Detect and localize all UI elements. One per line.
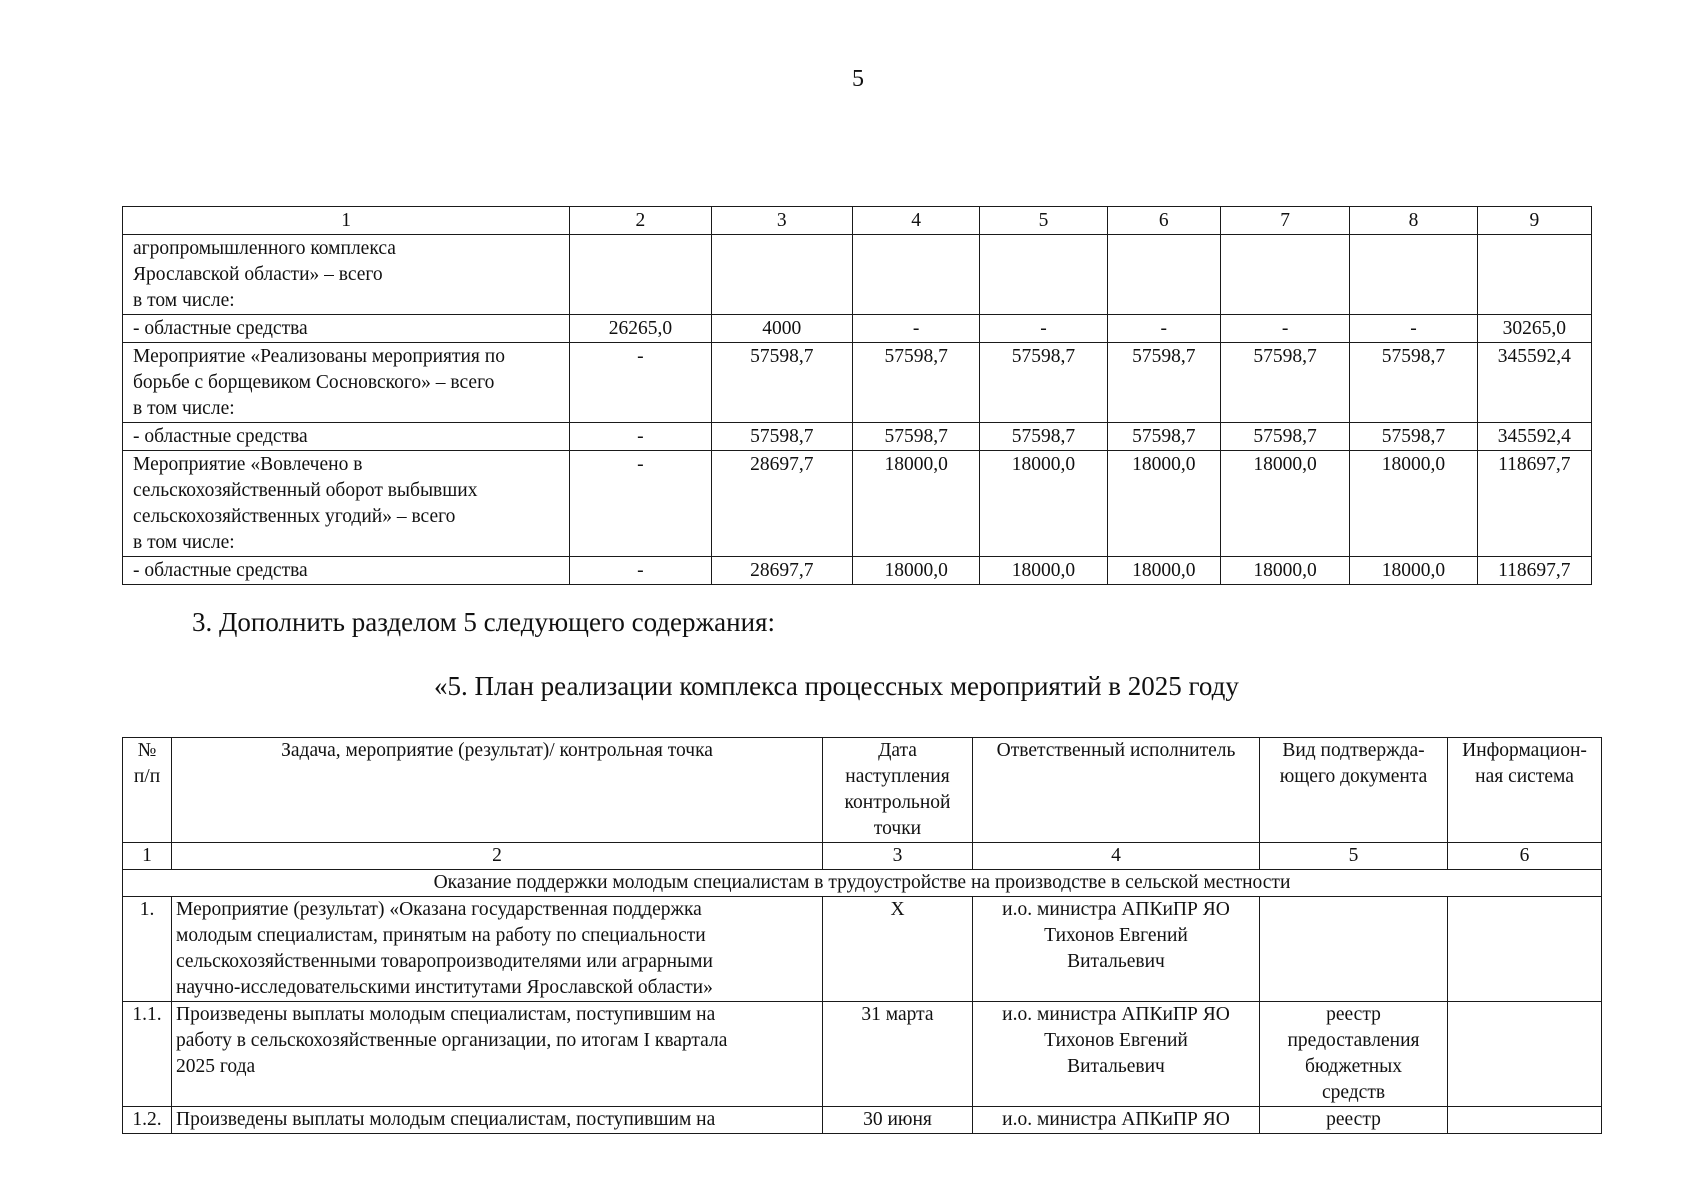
funding-name-line: Ярославской области» – всего xyxy=(133,264,383,285)
funding-row xyxy=(123,315,1592,343)
document-line: предоставления xyxy=(1287,1030,1420,1051)
funding-col-number: 3 xyxy=(711,207,852,235)
funding-value-cell: 345592,4 xyxy=(1477,343,1591,423)
header-task: Задача, мероприятие (результат)/ контрольная точка xyxy=(172,738,823,843)
funding-col-number: 8 xyxy=(1350,207,1477,235)
header-line: наступления xyxy=(845,766,950,787)
funding-value-cell xyxy=(1477,235,1591,315)
plan-col-number: 1 xyxy=(123,843,172,870)
header-number xyxy=(123,738,172,843)
document-line: реестр xyxy=(1326,1109,1381,1130)
funding-row-name xyxy=(123,315,570,343)
funding-row xyxy=(123,451,1592,557)
funding-table xyxy=(122,206,1592,585)
funding-value-cell: 57598,7 xyxy=(980,343,1107,423)
funding-col-number: 7 xyxy=(1220,207,1349,235)
funding-value-cell: - xyxy=(570,557,711,585)
plan-row-executor xyxy=(973,1002,1260,1107)
funding-col-number: 6 xyxy=(1107,207,1220,235)
plan-row-task xyxy=(172,1002,823,1107)
plan-row-number: 1.2. xyxy=(123,1107,172,1134)
header-line: № xyxy=(137,740,157,761)
funding-name-line: сельскохозяйственный оборот выбывших xyxy=(133,480,478,501)
task-line: молодым специалистам, принятым на работу по специальности xyxy=(176,925,706,946)
plan-row-executor xyxy=(973,897,1260,1002)
plan-header-row xyxy=(123,738,1602,843)
plan-col-number: 3 xyxy=(823,843,973,870)
funding-name-line: в том числе: xyxy=(133,290,235,311)
funding-value-cell xyxy=(1220,235,1349,315)
plan-row xyxy=(123,897,1602,1002)
funding-value-cell: 18000,0 xyxy=(1220,451,1349,557)
plan-row-executor xyxy=(973,1107,1260,1134)
funding-row-name xyxy=(123,343,570,423)
executor-line: Витальевич xyxy=(1067,1056,1165,1077)
funding-name-line: сельскохозяйственных угодий» – всего xyxy=(133,506,456,527)
plan-row-number: 1.1. xyxy=(123,1002,172,1107)
funding-value-cell: - xyxy=(1107,315,1220,343)
task-line: 2025 года xyxy=(176,1056,256,1077)
funding-name-line: - областные средства xyxy=(133,426,308,447)
plan-row-system xyxy=(1448,897,1602,1002)
funding-row-name xyxy=(123,235,570,315)
executor-line: и.о. министра АПКиПР ЯО xyxy=(1002,899,1230,920)
funding-value-cell: 26265,0 xyxy=(570,315,711,343)
funding-value-cell: 118697,7 xyxy=(1477,557,1591,585)
funding-row-name xyxy=(123,557,570,585)
plan-col-number: 6 xyxy=(1448,843,1602,870)
header-system xyxy=(1448,738,1602,843)
funding-name-line: в том числе: xyxy=(133,532,235,553)
executor-line: и.о. министра АПКиПР ЯО xyxy=(1002,1004,1230,1025)
funding-value-cell: 18000,0 xyxy=(980,557,1107,585)
funding-value-cell: - xyxy=(1350,315,1477,343)
header-line: точки xyxy=(873,818,922,839)
funding-row xyxy=(123,235,1592,315)
header-document xyxy=(1260,738,1448,843)
funding-value-cell: 118697,7 xyxy=(1477,451,1591,557)
header-line: Информацион- xyxy=(1462,740,1587,761)
funding-value-cell: 30265,0 xyxy=(1477,315,1591,343)
funding-value-cell: 57598,7 xyxy=(1350,343,1477,423)
funding-value-cell: 57598,7 xyxy=(711,423,852,451)
plan-title: «5. План реализации комплекса процессных мероприятий в 2025 году xyxy=(434,671,1239,701)
funding-value-cell: - xyxy=(1220,315,1349,343)
funding-name-line: - областные средства xyxy=(133,318,308,339)
plan-row-task xyxy=(172,1107,823,1134)
funding-name-line: борьбе с борщевиком Сосновского» – всего xyxy=(133,372,495,393)
funding-value-cell: 57598,7 xyxy=(1107,423,1220,451)
funding-row-name xyxy=(123,423,570,451)
funding-value-cell: - xyxy=(852,315,979,343)
plan-row-document xyxy=(1260,1107,1448,1134)
funding-value-cell: 18000,0 xyxy=(1350,451,1477,557)
plan-col-number: 2 xyxy=(172,843,823,870)
document-line: реестр xyxy=(1326,1004,1381,1025)
executor-line: Тихонов Евгений xyxy=(1044,1030,1188,1051)
funding-col-number: 2 xyxy=(570,207,711,235)
plan-row-document xyxy=(1260,1002,1448,1107)
task-line: Произведены выплаты молодым специалистам, поступившим на xyxy=(176,1004,716,1025)
document-line: средств xyxy=(1321,1082,1386,1103)
plan-col-number: 5 xyxy=(1260,843,1448,870)
funding-row xyxy=(123,423,1592,451)
header-line: Вид подтвержда- xyxy=(1282,740,1425,761)
funding-value-cell: 28697,7 xyxy=(711,451,852,557)
plan-column-numbers-row xyxy=(123,843,1602,870)
funding-name-line: Мероприятие «Реализованы мероприятия по xyxy=(133,346,505,367)
funding-col-number: 1 xyxy=(123,207,570,235)
plan-col-number: 4 xyxy=(973,843,1260,870)
funding-value-cell xyxy=(852,235,979,315)
funding-value-cell: 18000,0 xyxy=(980,451,1107,557)
funding-column-numbers-row xyxy=(123,207,1592,235)
funding-value-cell: 18000,0 xyxy=(852,451,979,557)
funding-row xyxy=(123,343,1592,423)
task-line: научно-исследовательскими институтами Ярославской области» xyxy=(176,977,713,998)
header-line: контрольной xyxy=(844,792,951,813)
funding-value-cell: 345592,4 xyxy=(1477,423,1591,451)
task-line: Произведены выплаты молодым специалистам, поступившим на xyxy=(176,1109,716,1130)
plan-row xyxy=(123,1002,1602,1107)
funding-col-number: 5 xyxy=(980,207,1107,235)
funding-value-cell: 4000 xyxy=(711,315,852,343)
page-number: 5 xyxy=(852,66,864,92)
funding-value-cell: 57598,7 xyxy=(711,343,852,423)
funding-name-line: Мероприятие «Вовлечено в xyxy=(133,454,363,475)
header-line: ющего документа xyxy=(1279,766,1428,787)
plan-table xyxy=(122,737,1602,1134)
funding-value-cell: 57598,7 xyxy=(1220,423,1349,451)
plan-row-number: 1. xyxy=(123,897,172,1002)
executor-line: Тихонов Евгений xyxy=(1044,925,1188,946)
funding-value-cell xyxy=(980,235,1107,315)
section-note: 3. Дополнить разделом 5 следующего содержания: xyxy=(192,607,775,637)
funding-value-cell: - xyxy=(570,343,711,423)
executor-line: Витальевич xyxy=(1067,951,1165,972)
plan-row-system xyxy=(1448,1002,1602,1107)
funding-value-cell: - xyxy=(570,451,711,557)
plan-row-date: 30 июня xyxy=(823,1107,973,1134)
document-line: бюджетных xyxy=(1304,1056,1403,1077)
funding-value-cell xyxy=(570,235,711,315)
funding-value-cell: 57598,7 xyxy=(852,343,979,423)
funding-value-cell: 57598,7 xyxy=(1350,423,1477,451)
plan-row-system xyxy=(1448,1107,1602,1134)
task-line: Мероприятие (результат) «Оказана государственная поддержка xyxy=(176,899,702,920)
funding-table-body xyxy=(123,235,1592,585)
funding-value-cell: 18000,0 xyxy=(852,557,979,585)
funding-row-name xyxy=(123,451,570,557)
plan-row-date: X xyxy=(823,897,973,1002)
funding-value-cell xyxy=(1107,235,1220,315)
funding-value-cell: - xyxy=(980,315,1107,343)
funding-value-cell: 18000,0 xyxy=(1220,557,1349,585)
plan-row xyxy=(123,1107,1602,1134)
executor-line: и.о. министра АПКиПР ЯО xyxy=(1002,1109,1230,1130)
header-line: п/п xyxy=(133,766,161,787)
plan-row-task xyxy=(172,897,823,1002)
funding-row xyxy=(123,557,1592,585)
funding-value-cell: 18000,0 xyxy=(1107,451,1220,557)
funding-value-cell: 57598,7 xyxy=(1107,343,1220,423)
section-heading: Оказание поддержки молодым специалистам в трудоустройстве на производстве в сельской местности xyxy=(123,870,1602,897)
funding-value-cell xyxy=(711,235,852,315)
funding-name-line: агропромышленного комплекса xyxy=(133,238,396,259)
funding-name-line: - областные средства xyxy=(133,560,308,581)
header-line: Дата xyxy=(878,740,917,761)
plan-section-heading-row xyxy=(123,870,1602,897)
funding-value-cell: - xyxy=(570,423,711,451)
funding-value-cell: 57598,7 xyxy=(980,423,1107,451)
funding-value-cell: 57598,7 xyxy=(852,423,979,451)
funding-value-cell xyxy=(1350,235,1477,315)
header-date xyxy=(823,738,973,843)
plan-row-document xyxy=(1260,897,1448,1002)
header-executor: Ответственный исполнитель xyxy=(973,738,1260,843)
funding-name-line: в том числе: xyxy=(133,398,235,419)
funding-value-cell: 57598,7 xyxy=(1220,343,1349,423)
funding-value-cell: 18000,0 xyxy=(1350,557,1477,585)
header-line: ная система xyxy=(1475,766,1574,787)
funding-col-number: 9 xyxy=(1477,207,1591,235)
task-line: сельскохозяйственными товаропроизводителями или аграрными xyxy=(176,951,713,972)
funding-col-number: 4 xyxy=(852,207,979,235)
plan-row-date: 31 марта xyxy=(823,1002,973,1107)
task-line: работу в сельскохозяйственные организации, по итогам I квартала xyxy=(176,1030,728,1051)
plan-table-body xyxy=(123,897,1602,1134)
funding-value-cell: 28697,7 xyxy=(711,557,852,585)
funding-value-cell: 18000,0 xyxy=(1107,557,1220,585)
